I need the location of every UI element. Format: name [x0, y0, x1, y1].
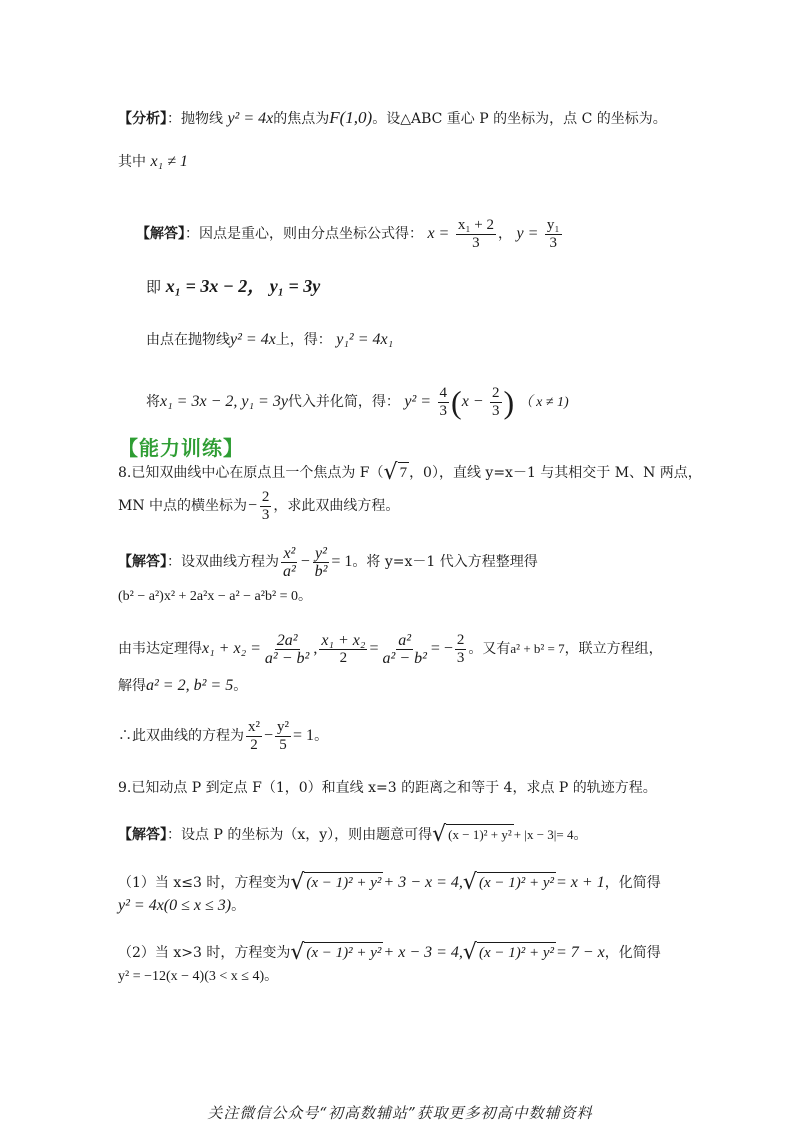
radical-icon: √ [432, 822, 447, 847]
step3-lhs: y² = [404, 393, 432, 410]
q9-answer-rest: + |x − 3|= 4 [513, 827, 574, 842]
step2-formula: y₁² = 4x₁ [336, 331, 394, 348]
step3-text-a: 将 [146, 394, 160, 410]
q8-answer-line1 [118, 542, 538, 582]
radical-icon: √ [290, 940, 305, 965]
q8-vieta-line1 [118, 628, 663, 670]
q8-answer-text-a: ：设双曲线方程为 [167, 554, 279, 570]
q8-vieta-frac2 [319, 632, 367, 667]
q8-answer-minus: − [299, 553, 311, 570]
case2-sqrt2 [463, 942, 556, 964]
x-fraction-den: 3 [472, 234, 480, 251]
q9-answer-radicand: (x − 1)² + y² [446, 824, 514, 846]
parabola-equation: y² = 4x [227, 110, 274, 127]
case2-radicand2: (x − 1)² + y² [477, 942, 556, 964]
q8-line1 [118, 462, 702, 484]
q8-conclusion-frac1-den: 2 [250, 736, 258, 753]
condition-line [118, 152, 188, 172]
analysis-text-c: 。设△ABC 重心 P 的坐标为，点 C 的坐标为。 [372, 111, 667, 127]
q8-vieta-sum: x₁ + x₂ = [202, 640, 261, 657]
analysis-text-b: 的焦点为 [273, 111, 330, 127]
q8-answer-eq: = 1 [331, 553, 353, 570]
step3-subs: x₁ = 3x − 2, y₁ = 3y [160, 393, 288, 410]
case2-line2-end: 。 [264, 968, 279, 984]
answer1-sep: ， [498, 226, 513, 242]
step2-text-a: 由点在抛物线 [146, 332, 230, 348]
q8-vieta-frac3 [380, 632, 428, 667]
step3-frac [438, 385, 450, 420]
case2-mid: + x − 3 = 4, [383, 944, 463, 961]
footer-note: 关注微信公众号“初高数辅站”获取更多初高中数辅资料 [207, 1104, 593, 1122]
step2-line [146, 330, 393, 350]
radical-icon: √ [462, 870, 477, 895]
sqrt-seven [384, 462, 410, 484]
analysis-label: 【分析】 [118, 111, 167, 127]
q8-vieta-frac3-num: a² [398, 631, 412, 649]
x-fraction [456, 217, 496, 252]
case1-text-a: （1）当 x≤3 时，方程变为 [118, 875, 291, 891]
step3-line [146, 382, 569, 423]
q9-answer-end: 。 [573, 827, 588, 843]
q9-text: 9.已知动点 P 到定点 F（1，0）和直线 x=3 的距离之和等于 4，求点 P 的轨迹方程。 [118, 780, 657, 796]
q8-frac-num: 2 [261, 488, 270, 505]
q8-frac [260, 489, 272, 524]
sqrt-seven-radicand: 7 [398, 462, 410, 484]
step3-inner-num: 2 [492, 384, 500, 401]
y-fraction-den: 3 [549, 234, 557, 251]
x-fraction-num: x₁ + 2 [457, 216, 495, 233]
case1-radicand2: (x − 1)² + y² [477, 872, 556, 894]
q8-vieta-cond: a² + b² = 7 [510, 641, 565, 656]
case2-line2 [118, 966, 278, 987]
q9-answer-sqrt [432, 824, 514, 846]
case2-text-a: （2）当 x>3 时，方程变为 [118, 945, 291, 961]
q8-conclusion-frac1-num: x² [248, 718, 260, 735]
q8-line1-b: ，0），直线 y=x－1 与其相交于 M、N 两点， [409, 465, 702, 481]
case1-line2 [118, 896, 245, 916]
q8-answer-line2 [118, 586, 312, 607]
case1-sqrt1 [290, 872, 383, 894]
case2-radicand1: (x − 1)² + y² [304, 942, 383, 964]
case1-radicand1: (x − 1)² + y² [304, 872, 383, 894]
step3-inner-frac [490, 385, 502, 420]
q8-conclusion-frac2 [275, 719, 291, 754]
q8-vieta-line2-b: 。 [233, 678, 248, 694]
open-paren: ( [451, 384, 462, 420]
q8-conclusion-minus: − [264, 727, 274, 744]
q8-vieta-line2-a: 解得 [118, 678, 146, 694]
q8-conclusion-line [118, 716, 328, 756]
step1-line [146, 276, 320, 297]
case2-sqrt1 [290, 942, 383, 964]
analysis-line [118, 108, 667, 129]
q8-answer-frac1 [281, 545, 298, 580]
step3-cond: （ x ≠ 1) [518, 395, 569, 410]
q8-answer-text-b: 。将 y=x－1 代入方程整理得 [352, 554, 538, 570]
condition-formula: x₁ ≠ 1 [150, 153, 188, 170]
condition-text: 其中 [118, 154, 146, 170]
focus-point: F(1,0) [329, 108, 373, 127]
step2-text-b: 上，得： [275, 332, 332, 348]
step1-prefix: 即 [146, 278, 162, 296]
case1-line1 [118, 868, 661, 898]
q8-answer-equation: (b² − a²)x² + 2a²x − a² − a²b² = 0 [118, 589, 299, 604]
case1-text-b: ，化简得 [604, 875, 661, 891]
case2-text-b: ，化简得 [604, 945, 661, 961]
q8-minus: − [247, 497, 258, 514]
q8-vieta-frac2-den: 2 [339, 649, 348, 666]
q8-vieta-eq2: = − [430, 640, 453, 657]
case2-result: y² = −12(x − 4)(3 < x ≤ 4) [118, 969, 265, 984]
analysis-text-a: ：抛物线 [167, 111, 223, 127]
q8-answer-frac2-num: y² [315, 544, 327, 562]
q8-line2-b: ，求此双曲线方程。 [273, 498, 400, 514]
answer1-line [136, 214, 564, 254]
q8-line2 [118, 486, 399, 526]
q8-line2-a: MN 中点的横坐标为 [118, 498, 248, 514]
q8-conclusion-text: ∴此双曲线的方程为 [118, 728, 244, 744]
case1-sqrt2 [463, 872, 556, 894]
q8-vieta-result: a² = 2, b² = 5 [146, 677, 234, 694]
q8-conclusion-end: 。 [314, 728, 329, 744]
q8-conclusion-frac2-num: y² [277, 718, 290, 735]
q8-vieta-frac2-num: x₁ + x₂ [321, 631, 366, 649]
q8-line1-a: 8.已知双曲线中心在原点且一个焦点为 F（ [118, 465, 384, 481]
step3-frac-num: 4 [439, 384, 448, 401]
case2-rhs: = 7 − x [556, 944, 605, 961]
q9-line [118, 778, 657, 798]
q8-vieta-frac4-den: 3 [456, 649, 465, 666]
y-fraction [545, 217, 562, 252]
q9-answer-label: 【解答】 [118, 827, 167, 843]
q8-vieta-text-a: 由韦达定理得 [118, 641, 202, 657]
q8-answer-frac1-den: a² [283, 562, 296, 580]
radical-icon: √ [383, 460, 398, 485]
q8-vieta-frac1 [263, 632, 311, 667]
q8-conclusion-frac2-den: 5 [279, 736, 287, 753]
y-equals: y = [516, 225, 539, 242]
q8-answer-frac2-den: b² [314, 562, 328, 580]
q8-answer-line2-end: 。 [298, 588, 313, 604]
q8-answer-frac2 [313, 545, 330, 580]
q8-vieta-eq: = [369, 640, 379, 657]
step1-formula: x₁ = 3x − 2， y₁ = 3y [165, 276, 321, 296]
q8-vieta-frac3-den: a² − b² [382, 649, 427, 667]
radical-icon: √ [290, 870, 305, 895]
q8-vieta-frac4-num: 2 [456, 631, 465, 648]
case1-rhs: = x + 1 [556, 874, 605, 891]
q8-vieta-frac1-num: 2a² [276, 631, 298, 649]
case1-mid: + 3 − x = 4, [383, 874, 463, 891]
q8-vieta-text-b: 。又有 [468, 641, 511, 657]
step2-parabola: y² = 4x [230, 331, 276, 348]
q8-vieta-frac4 [455, 632, 467, 667]
section-title: 【能力训练】 [118, 436, 244, 460]
q8-answer-label: 【解答】 [118, 554, 167, 570]
q8-conclusion-frac1 [246, 719, 262, 754]
answer1-text: ：因点是重心，则由分点坐标公式得： [185, 226, 423, 242]
step3-text-b: 代入并化简，得： [287, 394, 400, 410]
y-fraction-num: y₁ [546, 216, 560, 233]
case2-line1 [118, 938, 661, 968]
q8-vieta-comma: , [313, 640, 318, 657]
radical-icon: √ [462, 940, 477, 965]
close-paren: ) [503, 384, 515, 420]
case1-line2-end: 。 [231, 898, 246, 914]
q8-answer-frac1-num: x² [283, 544, 296, 562]
answer1-label: 【解答】 [136, 226, 185, 242]
case1-result: y² = 4x(0 ≤ x ≤ 3) [118, 897, 232, 914]
q9-answer-line [118, 820, 587, 850]
q8-frac-den: 3 [261, 506, 270, 523]
step3-inner: x − [461, 393, 484, 410]
x-equals: x = [427, 225, 450, 242]
step3-inner-den: 3 [492, 402, 500, 419]
q9-answer-text: ：设点 P 的坐标为（x，y），则由题意可得 [167, 827, 433, 843]
q8-vieta-line2 [118, 676, 247, 696]
q8-vieta-text-c: ，联立方程组， [564, 641, 663, 657]
q8-conclusion-eq: = 1 [293, 727, 315, 744]
step3-frac-den: 3 [439, 402, 448, 419]
q8-vieta-frac1-den: a² − b² [264, 649, 310, 667]
